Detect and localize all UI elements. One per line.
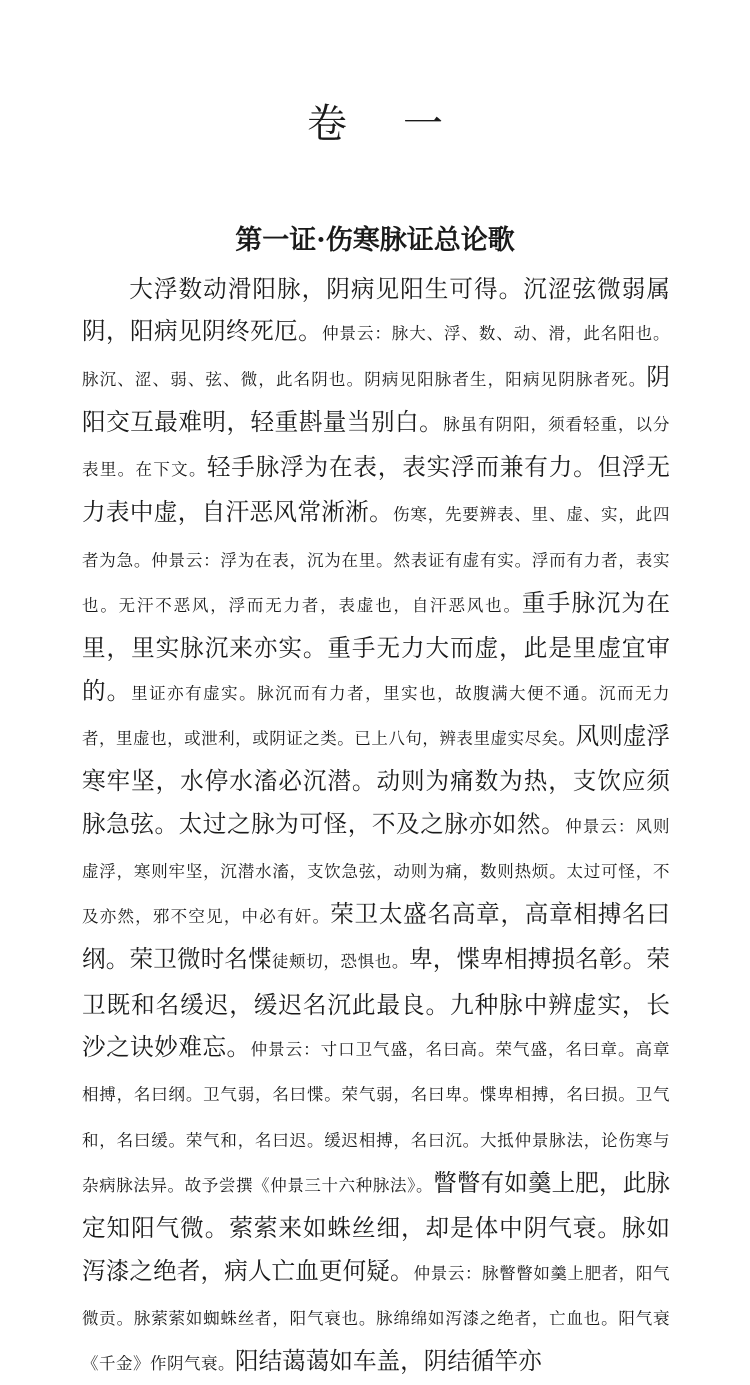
verse-text: 重手脉沉为在里，里实脉沉来亦实。重手无力大而虚，此是里虚宜审的。 xyxy=(82,589,671,705)
annotation-text: 仲景云：脉瞥瞥如羹上肥者，阳气微贡。脉萦萦如蜘蛛丝者，阳气衰也。脉绵绵如泻漆之绝者，亡血也。阳气衰《千金》作阴气衰。 xyxy=(82,1263,671,1374)
annotation-text: 脉虽有阴阳，须看轻重，以分表里。在下文。 xyxy=(82,414,671,480)
volume-title-char-2: 一 xyxy=(403,101,443,147)
annotation-text: 里证亦有虚实。脉沉而有力者，里实也，故腹满大便不通。沉而无力者，里虚也，或泄利，或阴证之类。已上八句，辨表里虚实尽矣。 xyxy=(82,683,671,748)
chapter-title: 第一证·伤寒脉证总论歌 xyxy=(235,225,515,256)
annotation-text: 仲景云：寸口卫气盛，名曰高。荣气盛，名曰章。高章相搏，名曰纲。卫气弱，名曰惵。荣气弱，名曰卑。惵卑相搏，名曰损。卫气和，名曰缓。荣气和，名曰迟。缓迟相搏，名曰沉。大抵仲景脉法，论伤寒与杂病脉法异。故予尝撰《仲景三十六种脉法》。 xyxy=(82,1040,671,1195)
verse-text: 荣卫太盛名高章，高章相搏名曰纲。荣卫微时名惵 xyxy=(82,900,671,974)
body-text xyxy=(82,268,670,1385)
verse-text: 瞥瞥有如羹上肥，此脉定知阳气微。萦萦来如蛛丝细，却是体中阴气衰。脉如泻漆之绝者，病人亡血更何疑。 xyxy=(82,1168,671,1285)
annotation-text: 伤寒，先要辨表、里、虚、实，此四者为急。仲景云：浮为在表，沉为在里。然表证有虚有实。浮而有力者，表实也。无汗不恶风，浮而无力者，表虚也，自汗恶风也。 xyxy=(82,505,671,616)
verse-text: 大浮数动滑阳脉，阴病见阳生可得。沉涩弦微弱属阴，阳病见阴终死厄。 xyxy=(82,275,670,346)
verse-text: 阴阳交互最难明，轻重斟量当别白。 xyxy=(82,362,670,436)
verse-text: 风则虚浮寒牢坚，水停水滀必沉潜。动则为痛数为热，支饮应须脉急弦。太过之脉为可怪，不及之脉亦如然。 xyxy=(82,721,671,838)
annotation-text: 仲景云：风则虚浮，寒则牢坚，沉潜水滀，支饮急弦，动则为痛，数则热烦。太过可怪，不及亦然，邪不空见，中必有奸。 xyxy=(82,816,671,927)
volume-title xyxy=(0,92,750,149)
volume-title-char-1: 卷 xyxy=(307,101,347,147)
verse-text: 阳结蔼蔼如车盖，阴结循竿亦 xyxy=(235,1347,542,1376)
verse-text: 卑，惵卑相搏损名彰。荣卫既和名缓迟，缓迟名沉此最良。九种脉中辨虚实，长沙之诀妙难忘。 xyxy=(82,945,671,1062)
annotation-text: 徒颊切，恐惧也。 xyxy=(271,952,410,972)
annotation-text: 仲景云：脉大、浮、数、动、滑，此名阳也。脉沉、涩、弱、弦、微，此名阴也。阴病见阳脉者生，阳病见阴脉者死。 xyxy=(82,324,671,389)
verse-text: 轻手脉浮为在表，表实浮而兼有力。但浮无力表中虚，自汗恶风常淅淅。 xyxy=(82,453,671,527)
